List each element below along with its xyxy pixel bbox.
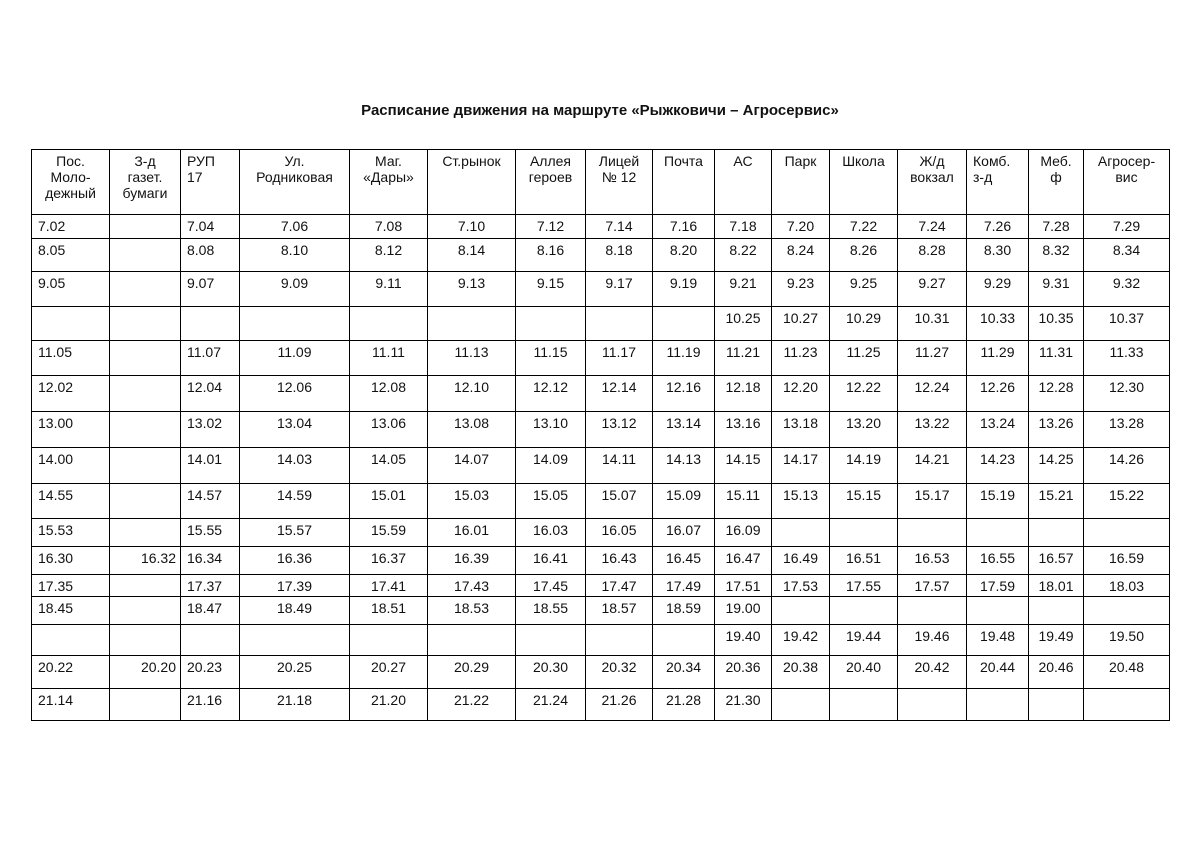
time-cell: 14.15	[715, 448, 772, 484]
time-cell: 9.17	[586, 272, 653, 307]
time-cell	[772, 519, 830, 547]
time-cell: 8.08	[181, 239, 240, 272]
time-cell: 8.16	[516, 239, 586, 272]
time-cell: 21.30	[715, 689, 772, 721]
time-cell: 11.19	[653, 341, 715, 376]
time-cell: 13.12	[586, 412, 653, 448]
time-cell: 7.24	[898, 215, 967, 239]
time-cell	[110, 215, 181, 239]
time-cell: 19.50	[1084, 625, 1170, 656]
time-cell	[110, 448, 181, 484]
time-cell: 16.32	[110, 547, 181, 575]
time-cell: 11.31	[1029, 341, 1084, 376]
time-cell: 16.55	[967, 547, 1029, 575]
table-row	[32, 341, 1170, 376]
time-cell	[967, 689, 1029, 721]
time-cell	[967, 519, 1029, 547]
time-cell: 11.29	[967, 341, 1029, 376]
time-cell: 7.14	[586, 215, 653, 239]
time-cell: 17.35	[32, 575, 110, 597]
time-cell	[1084, 597, 1170, 625]
time-cell: 19.44	[830, 625, 898, 656]
time-cell: 12.12	[516, 376, 586, 412]
time-cell: 15.05	[516, 484, 586, 519]
time-cell: 11.27	[898, 341, 967, 376]
time-cell	[110, 575, 181, 597]
schedule-table	[31, 149, 1170, 721]
time-cell: 16.53	[898, 547, 967, 575]
time-cell: 10.33	[967, 307, 1029, 341]
time-cell: 9.11	[350, 272, 428, 307]
time-cell	[1084, 689, 1170, 721]
time-cell	[1029, 689, 1084, 721]
time-cell: 15.07	[586, 484, 653, 519]
time-cell: 7.16	[653, 215, 715, 239]
time-cell	[110, 341, 181, 376]
time-cell: 21.24	[516, 689, 586, 721]
table-row	[32, 239, 1170, 272]
time-cell	[898, 689, 967, 721]
time-cell: 17.49	[653, 575, 715, 597]
time-cell: 14.26	[1084, 448, 1170, 484]
time-cell: 19.40	[715, 625, 772, 656]
time-cell: 14.01	[181, 448, 240, 484]
time-cell: 16.01	[428, 519, 516, 547]
time-cell: 15.09	[653, 484, 715, 519]
time-cell: 9.05	[32, 272, 110, 307]
time-cell: 15.17	[898, 484, 967, 519]
time-cell: 20.30	[516, 656, 586, 689]
time-cell: 13.22	[898, 412, 967, 448]
time-cell: 16.36	[240, 547, 350, 575]
time-cell: 14.13	[653, 448, 715, 484]
time-cell: 11.09	[240, 341, 350, 376]
time-cell: 12.14	[586, 376, 653, 412]
time-cell: 8.34	[1084, 239, 1170, 272]
time-cell: 15.57	[240, 519, 350, 547]
time-cell: 21.22	[428, 689, 516, 721]
time-cell	[110, 519, 181, 547]
column-header: Лицей № 12	[586, 150, 653, 215]
time-cell: 16.41	[516, 547, 586, 575]
time-cell: 13.04	[240, 412, 350, 448]
column-header: Комб. з-д	[967, 150, 1029, 215]
time-cell: 13.14	[653, 412, 715, 448]
time-cell: 18.51	[350, 597, 428, 625]
time-cell: 11.13	[428, 341, 516, 376]
time-cell: 14.55	[32, 484, 110, 519]
time-cell: 9.07	[181, 272, 240, 307]
time-cell: 18.59	[653, 597, 715, 625]
time-cell: 17.47	[586, 575, 653, 597]
table-row	[32, 307, 1170, 341]
column-header: Ул. Родниковая	[240, 150, 350, 215]
time-cell: 20.27	[350, 656, 428, 689]
time-cell	[516, 625, 586, 656]
time-cell: 8.26	[830, 239, 898, 272]
time-cell: 7.06	[240, 215, 350, 239]
time-cell	[428, 307, 516, 341]
time-cell: 15.53	[32, 519, 110, 547]
time-cell: 10.27	[772, 307, 830, 341]
time-cell: 16.37	[350, 547, 428, 575]
time-cell: 11.23	[772, 341, 830, 376]
time-cell	[1084, 519, 1170, 547]
time-cell: 8.10	[240, 239, 350, 272]
time-cell: 8.20	[653, 239, 715, 272]
time-cell: 8.30	[967, 239, 1029, 272]
column-header: Школа	[830, 150, 898, 215]
time-cell: 10.25	[715, 307, 772, 341]
time-cell: 14.19	[830, 448, 898, 484]
time-cell: 13.26	[1029, 412, 1084, 448]
time-cell: 13.06	[350, 412, 428, 448]
time-cell: 20.23	[181, 656, 240, 689]
time-cell: 17.59	[967, 575, 1029, 597]
time-cell: 7.22	[830, 215, 898, 239]
time-cell: 9.09	[240, 272, 350, 307]
time-cell: 17.55	[830, 575, 898, 597]
time-cell: 14.05	[350, 448, 428, 484]
time-cell: 7.18	[715, 215, 772, 239]
time-cell: 20.22	[32, 656, 110, 689]
time-cell: 15.11	[715, 484, 772, 519]
time-cell: 9.23	[772, 272, 830, 307]
column-header: Почта	[653, 150, 715, 215]
time-cell: 8.24	[772, 239, 830, 272]
time-cell: 11.21	[715, 341, 772, 376]
time-cell: 9.32	[1084, 272, 1170, 307]
time-cell: 13.18	[772, 412, 830, 448]
table-row	[32, 519, 1170, 547]
time-cell: 18.01	[1029, 575, 1084, 597]
time-cell: 21.16	[181, 689, 240, 721]
time-cell: 7.10	[428, 215, 516, 239]
column-header: Меб. ф	[1029, 150, 1084, 215]
time-cell: 17.39	[240, 575, 350, 597]
time-cell: 18.45	[32, 597, 110, 625]
time-cell: 20.42	[898, 656, 967, 689]
time-cell: 16.43	[586, 547, 653, 575]
time-cell: 18.57	[586, 597, 653, 625]
time-cell: 18.03	[1084, 575, 1170, 597]
time-cell: 13.10	[516, 412, 586, 448]
time-cell: 12.10	[428, 376, 516, 412]
column-header: Парк	[772, 150, 830, 215]
time-cell: 15.55	[181, 519, 240, 547]
table-row	[32, 597, 1170, 625]
column-header: Аллея героев	[516, 150, 586, 215]
time-cell: 14.57	[181, 484, 240, 519]
time-cell: 16.51	[830, 547, 898, 575]
time-cell	[110, 307, 181, 341]
time-cell: 16.49	[772, 547, 830, 575]
time-cell	[653, 625, 715, 656]
time-cell: 18.47	[181, 597, 240, 625]
column-header: Агросер- вис	[1084, 150, 1170, 215]
table-row	[32, 215, 1170, 239]
table-body	[32, 215, 1170, 721]
time-cell: 17.41	[350, 575, 428, 597]
time-cell: 12.18	[715, 376, 772, 412]
time-cell: 13.00	[32, 412, 110, 448]
time-cell: 16.57	[1029, 547, 1084, 575]
column-header: Ж/д вокзал	[898, 150, 967, 215]
time-cell: 9.27	[898, 272, 967, 307]
time-cell: 16.03	[516, 519, 586, 547]
time-cell	[516, 307, 586, 341]
time-cell: 7.28	[1029, 215, 1084, 239]
time-cell: 10.29	[830, 307, 898, 341]
time-cell	[181, 625, 240, 656]
time-cell: 8.12	[350, 239, 428, 272]
time-cell	[32, 307, 110, 341]
time-cell: 20.46	[1029, 656, 1084, 689]
time-cell: 20.36	[715, 656, 772, 689]
time-cell: 14.25	[1029, 448, 1084, 484]
time-cell: 19.00	[715, 597, 772, 625]
header-row	[32, 150, 1170, 215]
time-cell: 10.31	[898, 307, 967, 341]
time-cell: 10.37	[1084, 307, 1170, 341]
time-cell: 9.15	[516, 272, 586, 307]
table-row	[32, 448, 1170, 484]
time-cell: 21.26	[586, 689, 653, 721]
time-cell: 11.33	[1084, 341, 1170, 376]
time-cell	[830, 689, 898, 721]
time-cell: 13.08	[428, 412, 516, 448]
time-cell: 8.32	[1029, 239, 1084, 272]
time-cell: 20.44	[967, 656, 1029, 689]
time-cell: 14.23	[967, 448, 1029, 484]
time-cell: 14.11	[586, 448, 653, 484]
time-cell	[240, 307, 350, 341]
time-cell: 19.42	[772, 625, 830, 656]
column-header: РУП 17	[181, 150, 240, 215]
time-cell	[653, 307, 715, 341]
table-row	[32, 412, 1170, 448]
time-cell: 16.59	[1084, 547, 1170, 575]
time-cell: 16.39	[428, 547, 516, 575]
time-cell: 8.05	[32, 239, 110, 272]
column-header: Маг. «Дары»	[350, 150, 428, 215]
time-cell	[898, 519, 967, 547]
time-cell: 17.45	[516, 575, 586, 597]
table-row	[32, 376, 1170, 412]
time-cell: 7.08	[350, 215, 428, 239]
time-cell: 12.28	[1029, 376, 1084, 412]
time-cell	[110, 412, 181, 448]
table-row	[32, 547, 1170, 575]
time-cell: 21.28	[653, 689, 715, 721]
time-cell: 12.06	[240, 376, 350, 412]
time-cell: 7.02	[32, 215, 110, 239]
time-cell: 20.25	[240, 656, 350, 689]
time-cell: 9.21	[715, 272, 772, 307]
time-cell	[898, 597, 967, 625]
time-cell: 19.49	[1029, 625, 1084, 656]
time-cell: 16.30	[32, 547, 110, 575]
time-cell: 14.09	[516, 448, 586, 484]
time-cell	[772, 689, 830, 721]
time-cell: 20.40	[830, 656, 898, 689]
time-cell: 15.59	[350, 519, 428, 547]
time-cell	[428, 625, 516, 656]
time-cell: 14.17	[772, 448, 830, 484]
time-cell: 13.24	[967, 412, 1029, 448]
time-cell	[110, 239, 181, 272]
time-cell: 12.22	[830, 376, 898, 412]
time-cell	[350, 307, 428, 341]
time-cell: 9.31	[1029, 272, 1084, 307]
time-cell: 19.46	[898, 625, 967, 656]
time-cell: 12.04	[181, 376, 240, 412]
time-cell: 14.21	[898, 448, 967, 484]
time-cell: 7.04	[181, 215, 240, 239]
time-cell: 14.00	[32, 448, 110, 484]
table-row	[32, 625, 1170, 656]
time-cell: 18.55	[516, 597, 586, 625]
time-cell: 9.13	[428, 272, 516, 307]
time-cell: 11.05	[32, 341, 110, 376]
time-cell: 18.53	[428, 597, 516, 625]
table-row	[32, 575, 1170, 597]
time-cell	[350, 625, 428, 656]
time-cell: 16.45	[653, 547, 715, 575]
time-cell: 12.26	[967, 376, 1029, 412]
time-cell: 8.18	[586, 239, 653, 272]
time-cell: 7.29	[1084, 215, 1170, 239]
time-cell: 15.22	[1084, 484, 1170, 519]
time-cell: 21.18	[240, 689, 350, 721]
time-cell: 15.03	[428, 484, 516, 519]
time-cell: 20.38	[772, 656, 830, 689]
time-cell: 16.34	[181, 547, 240, 575]
time-cell: 10.35	[1029, 307, 1084, 341]
time-cell	[586, 625, 653, 656]
table-row	[32, 272, 1170, 307]
time-cell: 11.17	[586, 341, 653, 376]
time-cell: 8.22	[715, 239, 772, 272]
time-cell	[967, 597, 1029, 625]
column-header: АС	[715, 150, 772, 215]
time-cell: 12.08	[350, 376, 428, 412]
time-cell	[110, 625, 181, 656]
time-cell: 13.28	[1084, 412, 1170, 448]
time-cell: 16.07	[653, 519, 715, 547]
time-cell	[110, 597, 181, 625]
table-row	[32, 689, 1170, 721]
time-cell: 13.16	[715, 412, 772, 448]
time-cell: 15.15	[830, 484, 898, 519]
time-cell: 8.14	[428, 239, 516, 272]
column-header: З-д газет. бумаги	[110, 150, 181, 215]
time-cell	[1029, 597, 1084, 625]
time-cell: 11.25	[830, 341, 898, 376]
time-cell: 19.48	[967, 625, 1029, 656]
time-cell: 17.53	[772, 575, 830, 597]
time-cell: 15.01	[350, 484, 428, 519]
time-cell: 15.13	[772, 484, 830, 519]
time-cell: 21.20	[350, 689, 428, 721]
time-cell: 12.16	[653, 376, 715, 412]
time-cell: 14.03	[240, 448, 350, 484]
time-cell: 7.26	[967, 215, 1029, 239]
time-cell: 14.07	[428, 448, 516, 484]
time-cell: 15.21	[1029, 484, 1084, 519]
time-cell	[32, 625, 110, 656]
time-cell	[110, 689, 181, 721]
document-title: Расписание движения на маршруте «Рыжковичи – Агросервис»	[361, 102, 839, 119]
time-cell	[181, 307, 240, 341]
time-cell: 16.47	[715, 547, 772, 575]
time-cell: 20.48	[1084, 656, 1170, 689]
time-cell	[240, 625, 350, 656]
time-cell: 20.34	[653, 656, 715, 689]
time-cell: 17.51	[715, 575, 772, 597]
time-cell: 7.12	[516, 215, 586, 239]
time-cell: 20.32	[586, 656, 653, 689]
time-cell	[830, 597, 898, 625]
time-cell: 18.49	[240, 597, 350, 625]
time-cell	[1029, 519, 1084, 547]
time-cell	[830, 519, 898, 547]
time-cell: 9.19	[653, 272, 715, 307]
time-cell: 9.29	[967, 272, 1029, 307]
time-cell: 11.15	[516, 341, 586, 376]
time-cell	[110, 272, 181, 307]
column-header: Ст.рынок	[428, 150, 516, 215]
time-cell	[586, 307, 653, 341]
time-cell	[110, 376, 181, 412]
time-cell: 9.25	[830, 272, 898, 307]
time-cell: 12.30	[1084, 376, 1170, 412]
time-cell: 12.20	[772, 376, 830, 412]
time-cell: 16.05	[586, 519, 653, 547]
time-cell: 13.02	[181, 412, 240, 448]
time-cell: 20.20	[110, 656, 181, 689]
time-cell: 15.19	[967, 484, 1029, 519]
time-cell: 13.20	[830, 412, 898, 448]
time-cell: 12.24	[898, 376, 967, 412]
time-cell	[110, 484, 181, 519]
time-cell: 7.20	[772, 215, 830, 239]
table-row	[32, 656, 1170, 689]
time-cell: 8.28	[898, 239, 967, 272]
time-cell: 11.07	[181, 341, 240, 376]
time-cell: 21.14	[32, 689, 110, 721]
time-cell: 14.59	[240, 484, 350, 519]
time-cell	[772, 597, 830, 625]
time-cell: 17.57	[898, 575, 967, 597]
time-cell: 17.43	[428, 575, 516, 597]
time-cell: 16.09	[715, 519, 772, 547]
time-cell: 20.29	[428, 656, 516, 689]
time-cell: 11.11	[350, 341, 428, 376]
table-row	[32, 484, 1170, 519]
column-header: Пос. Моло- дежный	[32, 150, 110, 215]
time-cell: 17.37	[181, 575, 240, 597]
time-cell: 12.02	[32, 376, 110, 412]
